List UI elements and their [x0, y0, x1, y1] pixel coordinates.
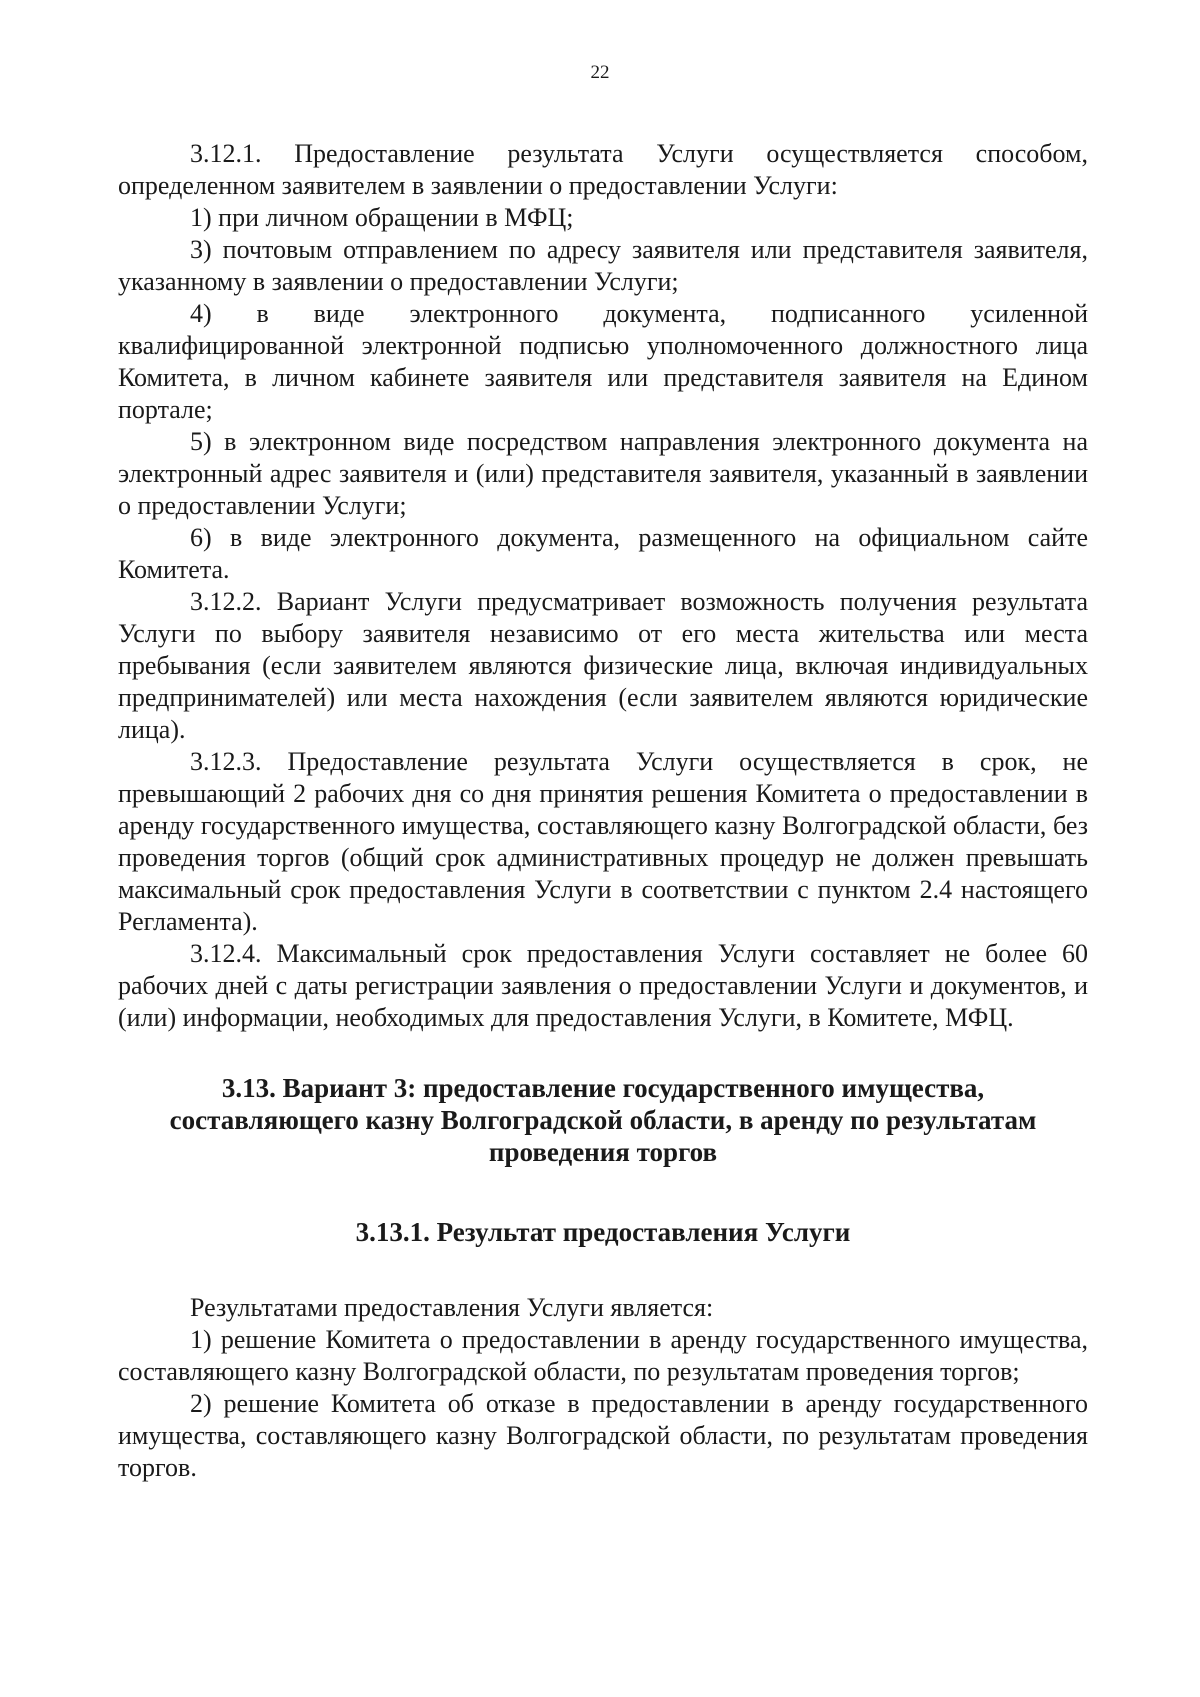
spacer — [118, 1248, 1088, 1292]
paragraph-3-12-3: 3.12.3. Предоставление результата Услуги осуществляется в срок, не превышающий 2 рабочих дня со дня принятия решения Комитета о предоставлении в аренду государственного имущества, составляющего казну Волгоградской области, без проведения торгов (общий срок административных процедур не должен превышать максимальный срок предоставления Услуги в соответствии с пунктом 2.4 настоящего Регламента). — [118, 747, 1088, 936]
document-body — [118, 138, 1088, 1484]
list-item-6: 6) в виде электронного документа, размещенного на официальном сайте Комитета. — [118, 523, 1088, 584]
paragraph-3-12-2: 3.12.2. Вариант Услуги предусматривает возможность получения результата Услуги по выбору заявителя независимо от его места жительства или места пребывания (если заявителем являются физические лица, включая индивидуальных предпринимателей) или места нахождения (если заявителем являются юридические лица). — [118, 587, 1088, 744]
list-item-1: 1) при личном обращении в МФЦ; — [190, 203, 574, 232]
subsection-heading-3-13-1: 3.13.1. Результат предоставления Услуги — [355, 1217, 851, 1247]
paragraph-3-12-1: 3.12.1. Предоставление результата Услуги осуществляется способом, определенном заявителем в заявлении о предоставлении Услуги: — [118, 139, 1088, 200]
list-item-5: 5) в электронном виде посредством направления электронного документа на электронный адрес заявителя и (или) представителя заявителя, указанный в заявлении о предоставлении Услуги; — [118, 427, 1088, 520]
result-item-2: 2) решение Комитета об отказе в предоставлении в аренду государственного имущества, составляющего казну Волгоградской области, по результатам проведения торгов. — [118, 1389, 1088, 1482]
results-intro: Результатами предоставления Услуги является: — [190, 1293, 714, 1322]
page-number: 22 — [590, 62, 610, 83]
section-heading-3-13: 3.13. Вариант 3: предоставление государственного имущества, составляющего казну Волгоградской области, в аренду по результатам проведения торгов — [169, 1073, 1037, 1167]
list-item-3: 3) почтовым отправлением по адресу заявителя или представителя заявителя, указанному в заявлении о предоставлении Услуги; — [118, 235, 1088, 296]
result-item-1: 1) решение Комитета о предоставлении в аренду государственного имущества, составляющего казну Волгоградской области, по результатам проведения торгов; — [118, 1325, 1088, 1386]
paragraph-3-12-4: 3.12.4. Максимальный срок предоставления Услуги составляет не более 60 рабочих дней с даты регистрации заявления о предоставлении Услуги и документов, и (или) информации, необходимых для предоставления Услуги, в Комитете, МФЦ. — [118, 939, 1088, 1032]
list-item-4: 4) в виде электронного документа, подписанного усиленной квалифицированной электронной подписью уполномоченного должностного лица Комитета, в личном кабинете заявителя или представителя заявителя на Едином портале; — [118, 299, 1088, 424]
